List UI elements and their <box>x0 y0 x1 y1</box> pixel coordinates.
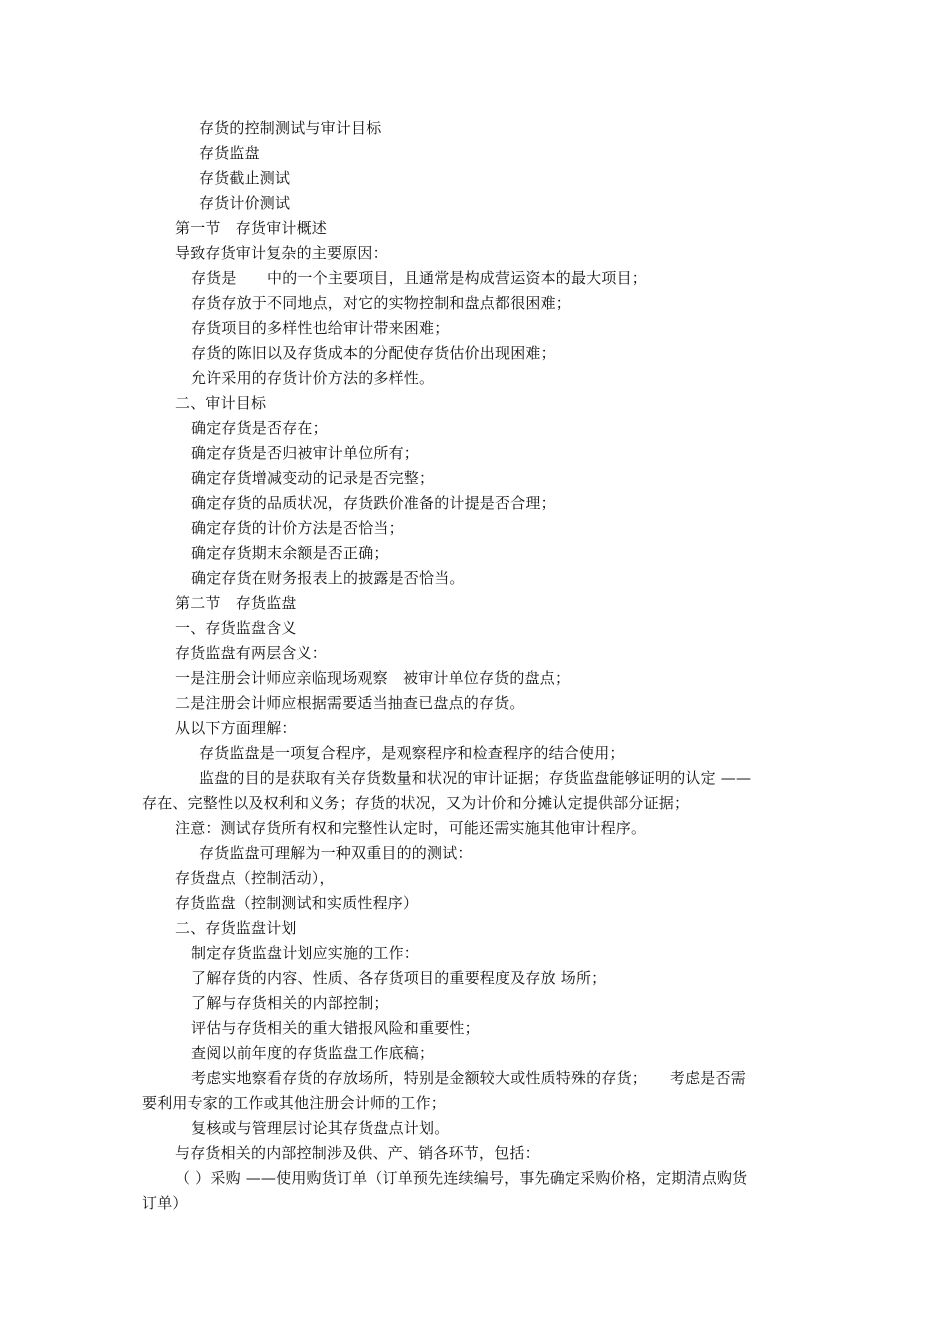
text-line: 了解与存货相关的内部控制； <box>191 994 389 1012</box>
text-line: 存货截止测试 <box>199 169 291 187</box>
text-line: 存货是 中的一个主要项目，且通常是构成营运资本的最大项目； <box>191 269 648 287</box>
text-line: 存货监盘是一项复合程序，是观察程序和检查程序的结合使用； <box>199 744 625 762</box>
text-line: 确定存货是否归被审计单位所有； <box>191 444 420 462</box>
text-line: 从以下方面理解： <box>175 719 297 737</box>
text-line: 订单） <box>142 1194 188 1212</box>
text-line: 制定存货监盘计划应实施的工作： <box>191 944 420 962</box>
text-line: 考虑实地察看存货的存放场所，特别是金额较大或性质特殊的存货； 考虑是否需 <box>191 1069 746 1087</box>
text-line: 评估与存货相关的重大错报风险和重要性； <box>191 1019 480 1037</box>
text-line: 存货监盘（控制测试和实质性程序） <box>175 894 419 912</box>
section-heading: 第一节 存货审计概述 <box>175 219 328 237</box>
text-line: 确定存货期末余额是否正确； <box>191 544 389 562</box>
text-line: 监盘的目的是获取有关存货数量和状况的审计证据；存货监盘能够证明的认定 —— <box>199 769 752 787</box>
text-line: 确定存货的品质状况，存货跌价准备的计提是否合理； <box>191 494 556 512</box>
text-line: 确定存货的计价方法是否恰当； <box>191 519 404 537</box>
text-line: 复核或与管理层讨论其存货盘点计划。 <box>191 1119 450 1137</box>
text-line: 存货存放于不同地点，对它的实物控制和盘点都很困难； <box>191 294 572 312</box>
text-line: 了解存货的内容、性质、各存货项目的重要程度及存放 场所； <box>191 969 607 987</box>
text-line: 存货监盘可理解为一种双重目的的测试： <box>199 844 473 862</box>
text-line: 确定存货增减变动的记录是否完整； <box>191 469 435 487</box>
text-line: 查阅以前年度的存货监盘工作底稿； <box>191 1044 435 1062</box>
text-line: 存货盘点（控制活动）， <box>175 869 335 887</box>
section-heading: 第二节 存货监盘 <box>175 594 297 612</box>
text-line: 确定存货在财务报表上的披露是否恰当。 <box>191 569 465 587</box>
text-line: 要利用专家的工作或其他注册会计师的工作； <box>142 1094 447 1112</box>
text-line: 存货监盘有两层含义： <box>175 644 328 662</box>
text-line: 允许采用的存货计价方法的多样性。 <box>191 369 435 387</box>
text-line: 二是注册会计师应根据需要适当抽查已盘点的存货。 <box>175 694 525 712</box>
subsection-heading: 二、存货监盘计划 <box>175 919 297 937</box>
text-line: 存在、完整性以及权利和义务；存货的状况，又为计价和分摊认定提供部分证据； <box>142 794 690 812</box>
text-line: 与存货相关的内部控制涉及供、产、销各环节，包括： <box>175 1144 540 1162</box>
text-line: 存货的控制测试与审计目标 <box>199 119 382 137</box>
text-line: 存货计价测试 <box>199 194 291 212</box>
text-line: 确定存货是否存在； <box>191 419 328 437</box>
subsection-heading: 二、审计目标 <box>175 394 267 412</box>
text-line: （ ）采购 ——使用购货订单（订单预先连续编号，事先确定采购价格，定期清点购货 <box>175 1169 748 1187</box>
text-line: 存货的陈旧以及存货成本的分配使存货估价出现困难； <box>191 344 556 362</box>
subsection-heading: 一、存货监盘含义 <box>175 619 297 637</box>
text-line: 注意：测试存货所有权和完整性认定时，可能还需实施其他审计程序。 <box>175 819 647 837</box>
text-line: 一是注册会计师应亲临现场观察 被审计单位存货的盘点； <box>175 669 571 687</box>
text-line: 导致存货审计复杂的主要原因： <box>175 244 388 262</box>
text-line: 存货监盘 <box>199 144 260 162</box>
text-line: 存货项目的多样性也给审计带来困难； <box>191 319 450 337</box>
